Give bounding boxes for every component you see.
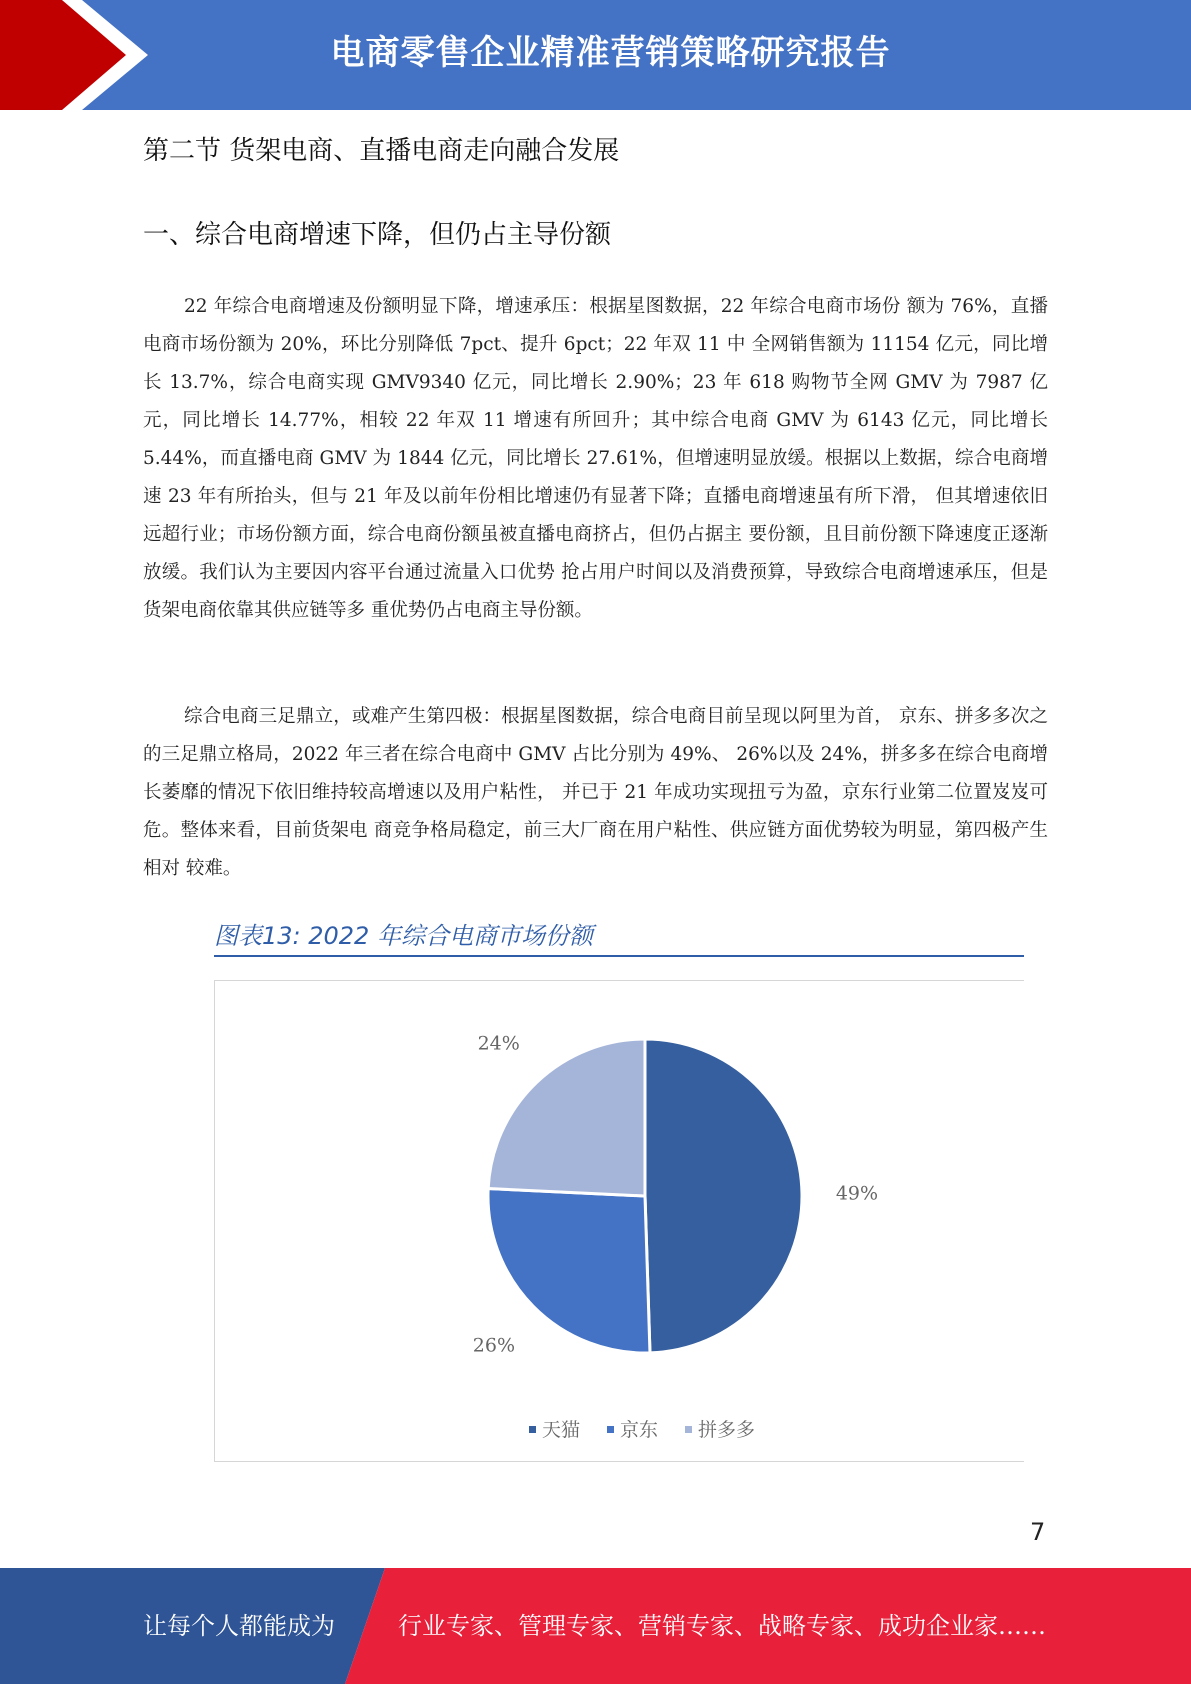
pie-chart (215, 981, 1025, 1463)
footer-slogan-right: 行业专家、管理专家、营销专家、战略专家、成功企业家…… (398, 1612, 1046, 1640)
pie-slice-2 (488, 1189, 650, 1353)
pie-chart-container (214, 980, 1024, 1462)
data-label-2: 26% (472, 1334, 516, 1357)
report-title: 电商零售企业精准营销策略研究报告 (330, 33, 891, 73)
pie-slice-3 (488, 1039, 645, 1196)
paragraph-2: 综合电商三足鼎立，或难产生第四极：根据星图数据，综合电商目前呈现以阿里为首， 京东、拼多多次之的三足鼎立格局，2022 年三者在综合电商中 GMV 占比分别为 49%、 26%以及 24%，拼多多在综合电商增长萎靡的情况下依旧维持较高增速以及用户粘性， 并已于 21 年成功实现扭亏为盈，京东行业第二位置岌岌可危。整体来看，目前货架电 商竞争格局稳定，前三大厂商在用户粘性、供应链方面优势较为明显，第四极产生相对 较难。 (143, 706, 1048, 879)
legend-label-3: 拼多多 (698, 1419, 756, 1441)
header-banner (0, 0, 1191, 110)
legend-swatch-3 (685, 1426, 692, 1433)
legend-label-1: 天猫 (542, 1419, 581, 1441)
legend-swatch-2 (607, 1426, 614, 1433)
pie-slice-1 (645, 1039, 802, 1353)
section-title: 第二节 货架电商、直播电商走向融合发展 (143, 136, 620, 166)
figure-caption: 图表13: 2022 年综合电商市场份额 (214, 916, 1024, 957)
legend-swatch-1 (529, 1426, 536, 1433)
data-label-3: 24% (477, 1032, 520, 1055)
page-number: 7 (1030, 1518, 1046, 1546)
footer-banner (0, 1568, 1191, 1684)
sub-title: 一、综合电商增速下降，但仍占主导份额 (143, 220, 612, 250)
footer-slogan-left: 让每个人都能成为 (143, 1612, 335, 1640)
data-label-1: 49% (835, 1182, 879, 1205)
legend-label-2: 京东 (620, 1419, 659, 1441)
paragraph-1: 22 年综合电商增速及份额明显下降，增速承压：根据星图数据，22 年综合电商市场份 额为 76%，直播电商市场份额为 20%，环比分别降低 7pct、提升 6pct；22 年双 11 中 全网销售额为 11154 亿元，同比增长 13.7%，综合电商实现 GMV9340 亿元，同比增长 2.90%；23 年 618 购物节全网 GMV 为 7987 亿元，同比增长 14.77%，相较 22 年双 11 增速有所回升；其中综合电商 GMV 为 6143 亿元，同比增长 5.44%，而直播电商 GMV 为 1844 亿元，同比增长 27.61%，但增速明显放缓。根据以上数据，综合电商增速 23 年有所抬头，但与 21 年及以前年份相比增速仍有显著下降；直播电商增速虽有所下滑， 但其增速依旧远超行业；市场份额方面，综合电商份额虽被直播电商挤占，但仍占据主 要份额，且目前份额下降速度正逐渐放缓。我们认为主要因内容平台通过流量入口优势 抢占用户时间以及消费预算，导致综合电商增速承压，但是货架电商依靠其供应链等多 重优势仍占电商主导份额。 (143, 296, 1048, 621)
